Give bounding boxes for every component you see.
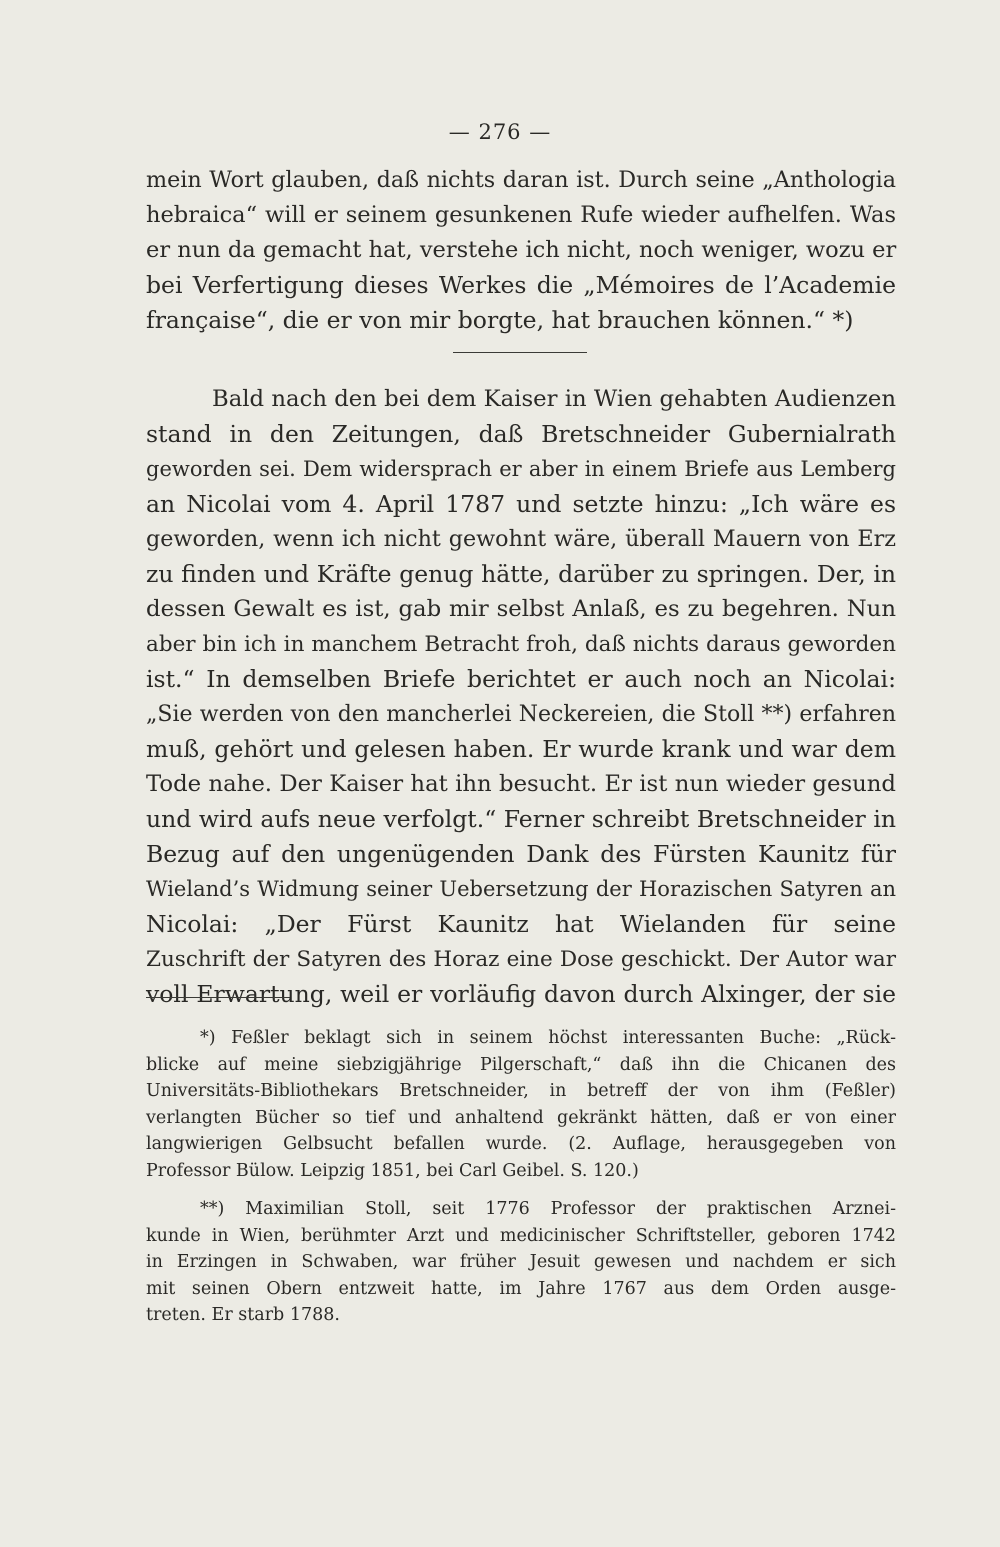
footnote-line-first [146, 1025, 896, 1052]
text-line: ist.“ In demselben Briefe berichtet er auch noch an Nicolai: [146, 665, 896, 693]
footnote-line: verlangten Bücher so tief und anhaltend gekränkt hätten, daß er von einer [146, 1107, 896, 1128]
text-line: geworden, wenn ich nicht gewohnt wäre, überall Mauern von Erz [146, 526, 896, 552]
footnote-line: blicke auf meine siebzigjährige Pilgerschaft,“ daß ihn die Chicanen des [146, 1054, 896, 1075]
footnote-divider [146, 997, 290, 998]
footnote-line: Professor Bülow. Leipzig 1851, bei Carl Geibel. S. 120.) [146, 1160, 639, 1181]
text-line-first [146, 382, 896, 417]
text-line-content: Bald nach den bei dem Kaiser in Wien gehabten Audienzen [212, 386, 896, 412]
footnote-2 [146, 1196, 896, 1329]
text-line: Wieland’s Widmung seiner Uebersetzung der Horazischen Satyren an [146, 877, 896, 901]
text-line: „Sie werden von den mancherlei Neckereien, die Stoll **) erfahren [146, 702, 896, 727]
footnote-line: in Erzingen in Schwaben, war früher Jesuit gewesen und nachdem er sich [146, 1252, 896, 1272]
footnote-line: Universitäts-Bibliothekars Bretschneider, in betreff der von ihm (Feßler) [146, 1081, 896, 1101]
text-line: hebraica“ will er seinem gesunkenen Rufe wieder aufhelfen. Was [146, 202, 896, 228]
text-line: geworden sei. Dem widersprach er aber in einem Briefe aus Lemberg [146, 457, 896, 481]
text-line: er nun da gemacht hat, verstehe ich nicht, noch weniger, wozu er [146, 237, 897, 263]
text-line: und wird aufs neue verfolgt.“ Ferner schreibt Bretschneider in [146, 805, 896, 833]
text-line: voll Erwartung, weil er vorläufig davon durch Alxinger, der sie [146, 980, 896, 1008]
section-divider [453, 352, 587, 353]
text-line: an Nicolai vom 4. April 1787 und setzte hinzu: „Ich wäre es [146, 490, 896, 518]
footnote-1 [146, 1025, 896, 1184]
footnote-line: kunde in Wien, berühmter Arzt und medicinischer Schriftsteller, geboren 1742 [146, 1225, 896, 1246]
footnote-line-content: *) Feßler beklagt sich in seinem höchst interessanten Buche: „Rück- [200, 1028, 896, 1048]
footnote-line: langwierigen Gelbsucht befallen wurde. (2. Auflage, herausgegeben von [146, 1134, 896, 1154]
footnote-line: mit seinen Obern entzweit hatte, im Jahre 1767 aus dem Orden ausge- [146, 1278, 896, 1299]
text-line: bei Verfertigung dieses Werkes die „Mémoires de l’Academie [146, 271, 896, 299]
text-line: dessen Gewalt es ist, gab mir selbst Anlaß, es zu begehren. Nun [146, 596, 896, 622]
paragraph-2 [146, 382, 896, 1012]
text-line: Zuschrift der Satyren des Horaz eine Dose geschickt. Der Autor war [146, 947, 896, 972]
text-line: française“, die er von mir borgte, hat brauchen können.“ *) [146, 306, 854, 334]
footnote-line: treten. Er starb 1788. [146, 1305, 340, 1325]
text-line: zu finden und Kräfte genug hätte, darüber zu springen. Der, in [146, 560, 896, 588]
text-line: Nicolai: „Der Fürst Kaunitz hat Wielanden für seine [146, 910, 896, 938]
text-line: stand in den Zeitungen, daß Bretschneider Gubernialrath [146, 420, 896, 448]
paragraph-1 [146, 163, 896, 338]
text-line: aber bin ich in manchem Betracht froh, daß nichts daraus geworden [146, 632, 896, 657]
text-line: Bezug auf den ungenügenden Dank des Fürsten Kaunitz für [146, 840, 896, 868]
text-line: mein Wort glauben, daß nichts daran ist. Durch seine „Anthologia [146, 167, 896, 193]
page-number: — 276 — [448, 120, 552, 144]
footnote-line-first [146, 1196, 896, 1223]
footnote-line-content: **) Maximilian Stoll, seit 1776 Professor der praktischen Arznei- [200, 1199, 896, 1219]
text-line: muß, gehört und gelesen haben. Er wurde krank und war dem [146, 735, 896, 763]
text-line: Tode nahe. Der Kaiser hat ihn besucht. Er ist nun wieder gesund [146, 771, 896, 797]
